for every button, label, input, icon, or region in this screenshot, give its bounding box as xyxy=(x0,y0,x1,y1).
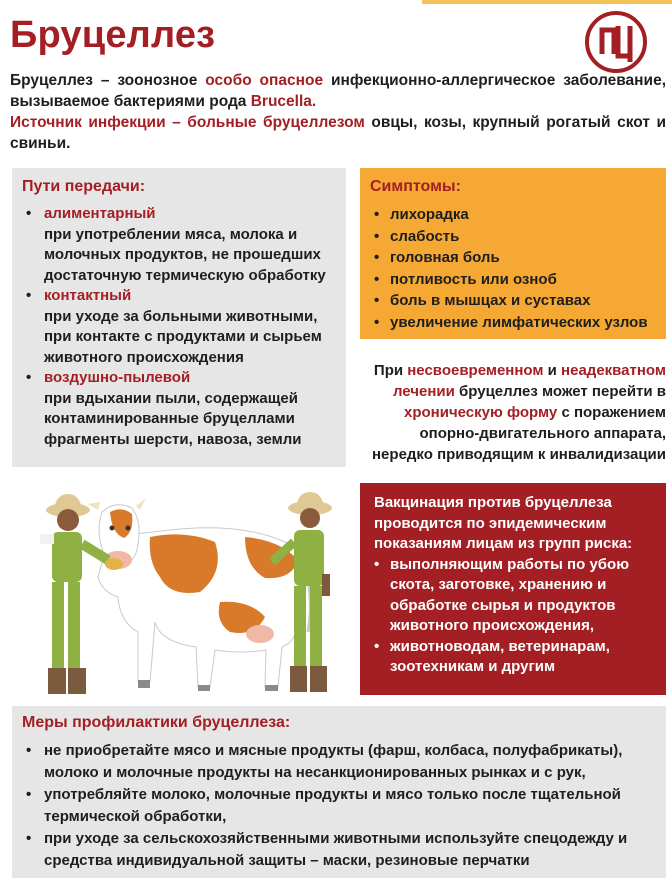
prevention-heading: Меры профилактики бруцеллеза: xyxy=(22,714,291,731)
symptom-item: • лихорадка xyxy=(370,204,656,226)
cow-figure xyxy=(88,498,310,691)
symptom-item: • боль в мышцах и суставах xyxy=(370,290,656,312)
page-title: Бруцеллез xyxy=(10,14,216,56)
transmission-paths-box xyxy=(12,168,346,467)
rospotrebnadzor-logo-icon xyxy=(584,10,648,74)
vaccination-intro: Вакцинация против бруцеллеза проводится по эпидемическим показаниям лицам из групп риска: xyxy=(374,494,633,552)
path-item: • алиментарный при употреблении мяса, молока и молочных продуктов, не прошедших достаточную термическую обработку xyxy=(22,204,336,286)
symptom-item: • головная боль xyxy=(370,247,656,269)
symptom-item: • потливость или озноб xyxy=(370,269,656,291)
symptoms-box xyxy=(360,168,666,339)
farmers-with-cow-illustration xyxy=(10,482,350,704)
symptoms-heading: Симптомы: xyxy=(370,178,461,195)
vaccination-item: • животноводам, ветеринарам, зоотехникам и другим xyxy=(374,637,652,678)
vaccination-item: • выполняющим работы по убою скота, заготовке, хранению и обработке сырья и продуктов животного происхождения, xyxy=(374,555,652,637)
symptom-item: • увеличение лимфатических узлов xyxy=(370,312,656,334)
prevention-item: • при уходе за сельскохозяйственными животными используйте спецодежду и средства индивидуальной защиты – маски, резиновые перчатки xyxy=(22,828,656,872)
chronic-form-note: При несвоевременном и неадекватном лечении бруцеллез может перейти в хроническую форму с поражением опорно-двигательного аппарата, нередко приводящим к инвалидизации xyxy=(372,362,666,463)
prevention-box xyxy=(12,706,666,878)
transmission-heading: Пути передачи: xyxy=(22,178,146,195)
prevention-item: • употребляйте молоко, молочные продукты и мясо только после тщательной термической обработки, xyxy=(22,784,656,828)
path-item: • контактный при уходе за больными животными, при контакте с продуктами и сырьем животного происхождения xyxy=(22,286,336,368)
intro-text: Бруцеллез – зоонозное особо опасное инфекционно-аллергическое заболевание, вызываемое бактериями рода Brucella. Источник инфекции – больные бруцеллезом овцы, козы, крупный рогатый скот и свиньи. xyxy=(10,72,666,152)
top-accent-strip xyxy=(422,0,672,4)
vaccination-box xyxy=(360,483,666,695)
prevention-item: • не приобретайте мясо и мясные продукты (фарш, колбаса, полуфабрикаты), молоко и молочные продукты на несанкционированных рынках и с рук, xyxy=(22,740,656,784)
path-item: • воздушно-пылевой при вдыхании пыли, содержащей контаминированные бруцеллами фрагменты шерсти, навоза, земли xyxy=(22,368,336,450)
symptom-item: • слабость xyxy=(370,226,656,248)
